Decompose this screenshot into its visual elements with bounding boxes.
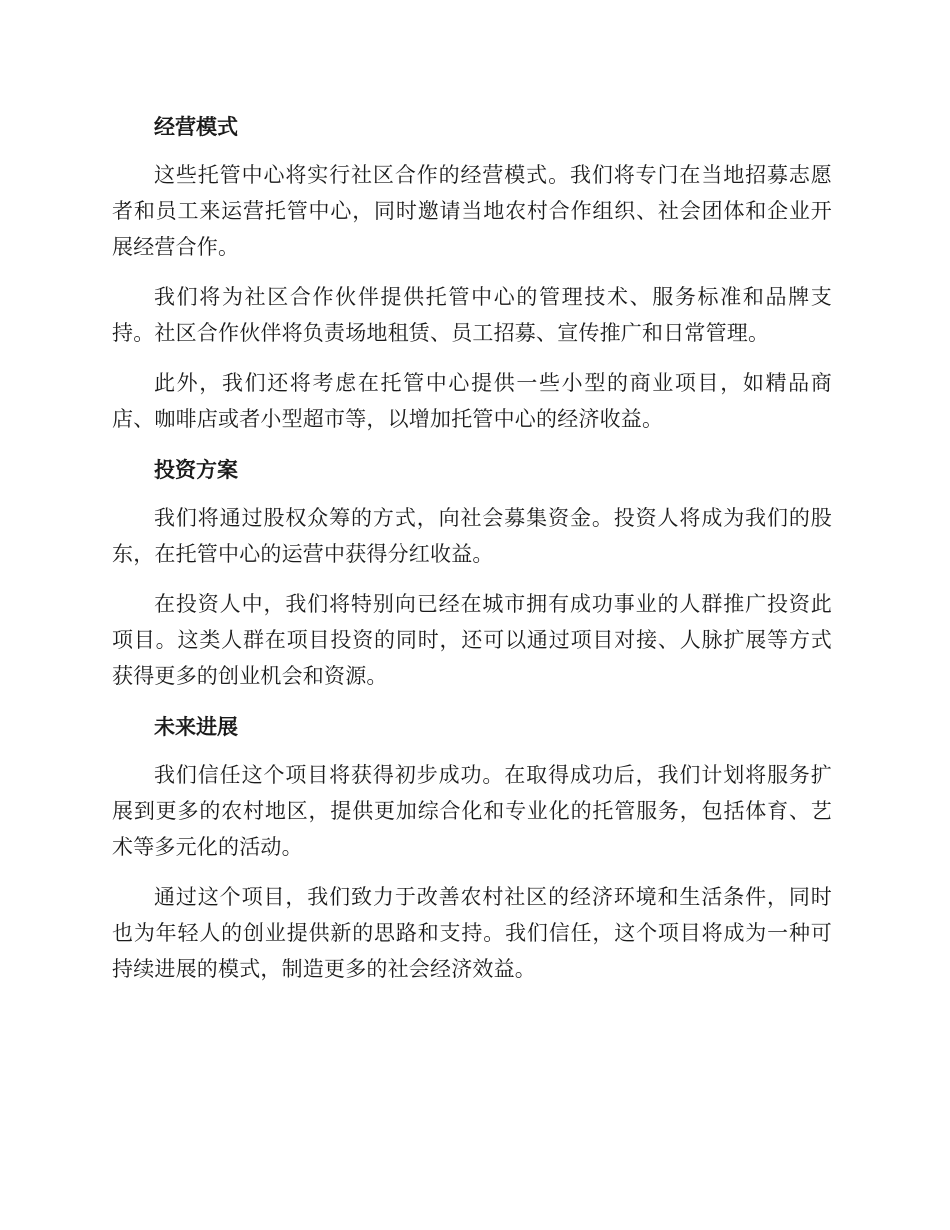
paragraph: 我们信任这个项目将获得初步成功。在取得成功后，我们计划将服务扩展到更多的农村地区，提供更加综合化和专业化的托管服务，包括体育、艺术等多元化的活动。 [112,763,832,859]
paragraph: 通过这个项目，我们致力于改善农村社区的经济环境和生活条件，同时也为年轻人的创业提供新的思路和支持。我们信任，这个项目将成为一种可持续进展的模式，制造更多的社会经济效益。 [112,885,832,981]
paragraph: 我们将为社区合作伙伴提供托管中心的管理技术、服务标准和品牌支持。社区合作伙伴将负责场地租赁、员工招募、宣传推广和日常管理。 [112,285,832,345]
paragraph: 这些托管中心将实行社区合作的经营模式。我们将专门在当地招募志愿者和员工来运营托管中心，同时邀请当地农村合作组织、社会团体和企业开展经营合作。 [112,163,832,259]
section-heading-business-model: 经营模式 [154,115,238,139]
paragraph: 我们将通过股权众筹的方式，向社会募集资金。投资人将成为我们的股东，在托管中心的运营中获得分红收益。 [112,506,832,566]
paragraph: 在投资人中，我们将特别向已经在城市拥有成功事业的人群推广投资此项目。这类人群在项目投资的同时，还可以通过项目对接、人脉扩展等方式获得更多的创业机会和资源。 [112,592,832,688]
document-page [112,108,832,1001]
paragraph: 此外，我们还将考虑在托管中心提供一些小型的商业项目，如精品商店、咖啡店或者小型超市等，以增加托管中心的经济收益。 [112,371,832,431]
section-heading-future-development: 未来进展 [154,715,238,739]
section-heading-investment-plan: 投资方案 [154,458,238,482]
